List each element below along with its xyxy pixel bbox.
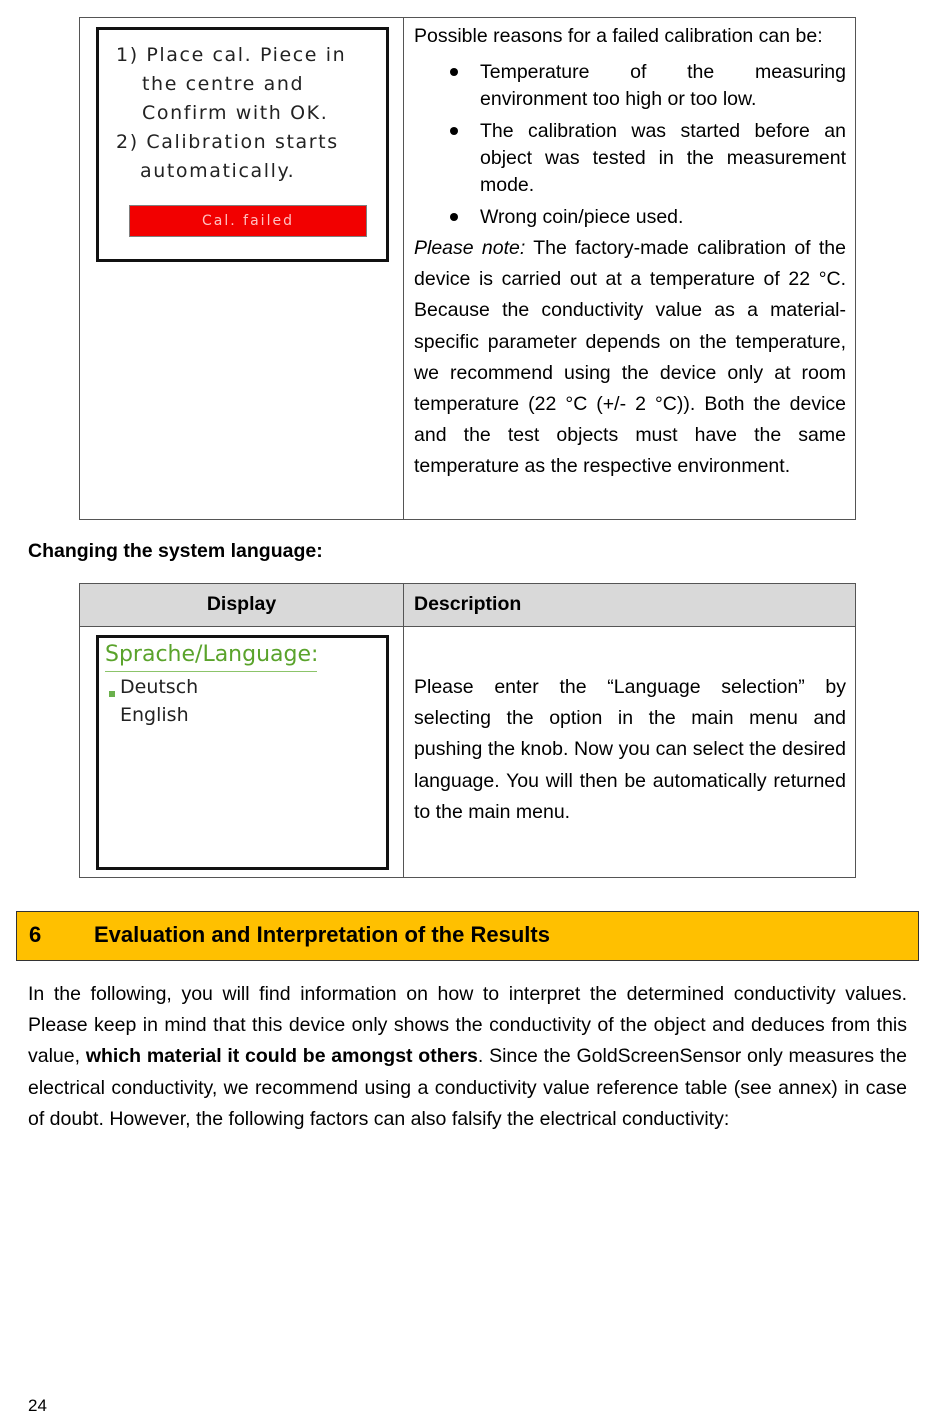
list-item: The calibration was started before an object was tested in the measurement mode. (414, 118, 846, 199)
paragraph-text: In the following, you will find information on how to interpret the determined conductivity values. Please keep in mind that this device only shows the conductivity of the object and deduces from this value, (28, 983, 907, 1068)
calibration-description (414, 18, 846, 483)
display-line: automatically. (140, 160, 296, 182)
list-item: Temperature of the measuring environment too high or too low. (414, 59, 846, 113)
failure-reasons-list (414, 59, 846, 231)
language-table (79, 583, 856, 878)
page-number: 24 (28, 1396, 47, 1415)
note-label: Please note: (414, 237, 526, 259)
calibration-display-screen (96, 27, 389, 262)
failure-intro: Possible reasons for a failed calibration can be: (414, 25, 823, 47)
section-heading (16, 911, 919, 961)
language-menu-title: Sprache/Language: (105, 642, 319, 667)
note-text: The factory-made calibration of the device is carried out at a temperature of 22 °C. Because the conductivity value as a material-specific parameter depends on the temperature, we recommend using the device only at room temperature (22 °C (+/- 2 °C)). Both the device and the test objects must have the same temperature as the respective environment. (414, 237, 846, 478)
language-display-screen (96, 635, 389, 870)
display-line: 1) Place cal. Piece in (116, 44, 347, 66)
section-number: 6 (29, 922, 42, 947)
header-display: Display (206, 593, 277, 615)
list-item: Wrong coin/piece used. (414, 204, 846, 231)
language-description: Please enter the “Language selection” by selecting the option in the main menu and pushing the knob. Now you can select the desired language. You will then be automatically returned to the main menu. (414, 676, 846, 823)
column-divider (403, 18, 404, 519)
section-title: Evaluation and Interpretation of the Results (94, 922, 550, 947)
column-divider (403, 584, 404, 877)
paragraph-bold-text: which material it could be amongst others (85, 1045, 478, 1068)
display-line: the centre and (142, 73, 305, 95)
language-option: Deutsch (120, 676, 199, 698)
language-heading: Changing the system language: (28, 540, 323, 562)
body-paragraph (28, 979, 907, 1135)
calibration-table (79, 17, 856, 520)
note-paragraph (414, 233, 846, 483)
header-description: Description (414, 593, 522, 615)
title-underline (105, 671, 317, 672)
selection-marker-icon (109, 691, 115, 697)
language-option: English (120, 704, 189, 726)
calibration-failed-status: Cal. failed (129, 205, 367, 237)
display-line: Confirm with OK. (142, 102, 329, 124)
paragraph-text: . Since the GoldScreenSensor only measures the electrical conductivity, we recommend using a conductivity value reference table (see annex) in case of doubt. However, the following factors can also falsify the electrical conductivity: (28, 1045, 907, 1130)
display-line: 2) Calibration starts (116, 131, 339, 153)
